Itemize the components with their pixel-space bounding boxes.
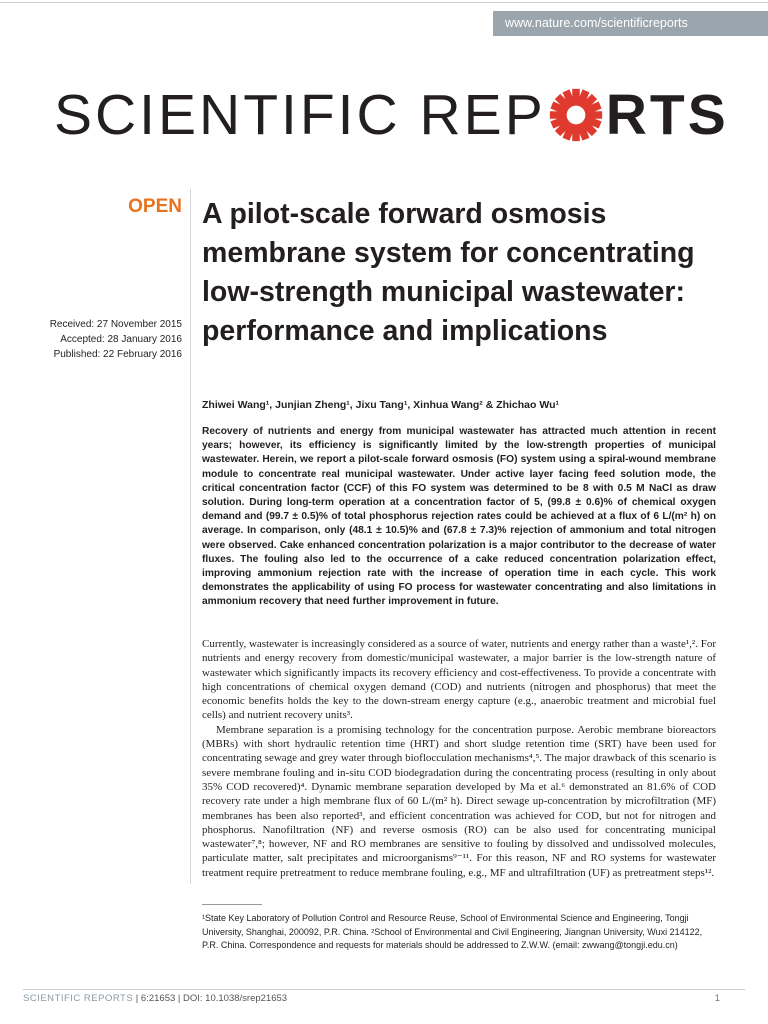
author-list: Zhiwei Wang¹, Junjian Zheng¹, Jixu Tang¹, Xinhua Wang² & Zhichao Wu¹: [202, 399, 559, 411]
footer-journal: SCIENTIFIC REPORTS: [23, 993, 134, 1004]
published-date: Published: 22 February 2016: [53, 349, 182, 360]
received-date: Received: 27 November 2015: [49, 319, 182, 330]
masthead-text: SCIENTIFIC REP: [54, 83, 546, 147]
journal-masthead[interactable]: [54, 80, 729, 150]
accepted-date: Accepted: 28 January 2016: [60, 334, 182, 345]
footer-divider: [23, 989, 745, 990]
footer-citation: | 6:21653 | DOI: 10.1038/srep21653: [133, 993, 288, 1004]
journal-url-link[interactable]: www.nature.com/scientificreports: [493, 11, 768, 36]
masthead-text-end: RTS: [605, 83, 729, 147]
article-dates: [20, 317, 182, 362]
body-paragraph: Membrane separation is a promising technology for the concentration purpose. Aerobic membrane bioreactors (MBRs) with short hydraulic retention time (HRT) and short sludge retention time (SRT) have been used for concentrating sewage and grey water through bioflocculation mechanisms⁴,⁵. The major drawback of this scenario is severe membrane fouling and in-situ COD biodegradation during the concentrating process (resulting in only about 35% COD recovered)⁴. Dynamic membrane separation developed by Ma et al.⁶ demonstrated an 81.6% of COD recovery rate under a high membrane flux of 60 L/(m² h). Direct sewage up-concentration by microfiltration (MF) membranes has been also reported³, and efficient concentration was achieved for COD, but not for nitrogen and phosphorus. Nanofiltration (NF) and reverse osmosis (RO) can be also used for concentrating municipal wastewater⁷,⁸; however, NF and RO membranes are sensitive to fouling by dissolved and undissolved molecules, particulate matter, salt precipitates and microorganisms⁹⁻¹¹. For this reason, NF and RO systems for wastewater treatment require pretreatment to reduce membrane fouling, e.g., MF and ultrafiltration (UF) as pretreatment steps¹².: [202, 723, 716, 879]
gear-logo-icon: [548, 87, 604, 143]
page-number: 1: [714, 993, 720, 1004]
affiliation-footnote: ¹State Key Laboratory of Pollution Control and Resource Reuse, School of Environmental Science and Engineering, Tongji University, Shanghai, 200092, P.R. China. ²School of Environmental and Civil Engineering, Jiangnan University, Wuxi 214122, P.R. China. Correspondence and requests for materials should be addressed to Z.W.W. (email: zwwang@tongji.edu.cn): [202, 913, 703, 951]
article-title: A pilot-scale forward osmosis membrane system for concentrating low-strength municipal wastewater: performance and implications: [202, 198, 695, 347]
page-footer: [23, 993, 287, 1004]
article-body: [202, 637, 716, 880]
footnote-divider: [202, 904, 262, 905]
column-divider: [190, 189, 191, 884]
body-paragraph: Currently, wastewater is increasingly considered as a source of water, nutrients and energy rather than a waste¹,². For nutrients and energy recovery from domestic/municipal wastewater, a major barrier is the low-strength nature of wastewater which significantly impacts its recovery efficiency and cost-effectiveness. To provide a concentrate with high concentrations of chemical oxygen demand (COD) and nutrients (nitrogen and phosphorus) that meet the economic benefits holds the key to the down-stream energy capture (e.g., anaerobic treatment and microbial fuel cells) and nutrient recovery units³.: [202, 638, 716, 722]
top-divider: [0, 2, 768, 3]
open-access-badge: OPEN: [128, 196, 182, 217]
abstract: Recovery of nutrients and energy from municipal wastewater has attracted much attention in recent years; however, its efficiency is significantly limited by the low-strength properties of municipal wastewater. Herein, we report a pilot-scale forward osmosis (FO) system using a spiral-wound membrane module to concentrate real municipal wastewater. Under active layer facing feed solution mode, the critical concentration factor (CCF) of this FO system was determined to be 8 with 0.5 M NaCl as draw solution. During long-term operation at a concentration factor of 5, (99.8 ± 0.6)% of chemical oxygen demand and (99.7 ± 0.5)% of total phosphorus rejection rates could be achieved at a flux of 6 L/(m² h) on average. In comparison, only (48.1 ± 10.5)% and (67.8 ± 7.3)% rejection of ammonium and total nitrogen were observed. Cake enhanced concentration polarization is a major contributor to the decrease of water fluxes. The fouling also led to the occurrence of a cake reduced concentration polarization effect, improving ammonium rejection rate with the increase of operation time in each cycle. This work demonstrates the applicability of using FO process for wastewater concentrating and also limitations in ammonium recovery that need further improvement in future.: [202, 426, 716, 608]
